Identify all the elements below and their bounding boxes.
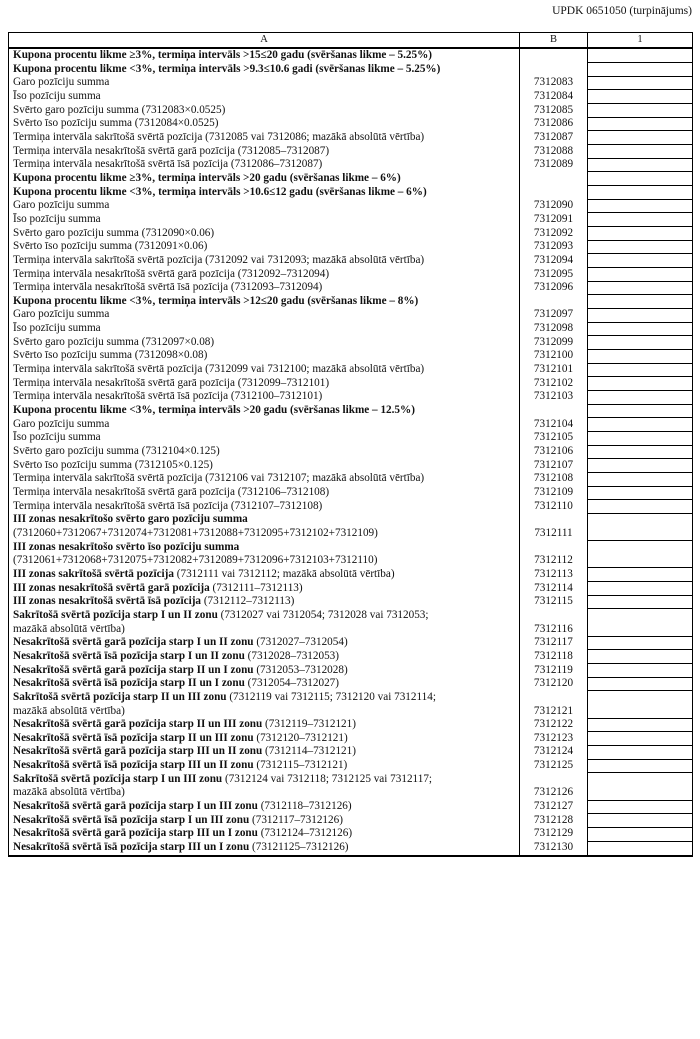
row-description xyxy=(9,63,520,77)
row-code: 7312130 xyxy=(520,841,588,856)
row-value-cell[interactable] xyxy=(588,568,693,582)
row-label: Svērto garo pozīciju summa (7312083×0.0525) xyxy=(13,103,226,116)
table-row xyxy=(9,404,693,418)
row-code: 7312110 xyxy=(520,500,588,514)
row-formula: (7312028–7312053) xyxy=(244,649,339,662)
row-description xyxy=(9,582,520,596)
table-row xyxy=(9,609,693,636)
row-formula: (7312060+7312067+7312074+7312081+7312088+7312095+7312102+7312109) xyxy=(13,526,378,539)
row-code: 7312105 xyxy=(520,431,588,445)
row-description xyxy=(9,759,520,773)
row-description xyxy=(9,308,520,322)
row-description xyxy=(9,472,520,486)
row-code: 7312129 xyxy=(520,827,588,841)
row-code: 7312101 xyxy=(520,363,588,377)
row-code: 7312107 xyxy=(520,459,588,473)
row-label: Termiņa intervāla sakrītošā svērtā pozīcija (7312099 vai 7312100; mazākā absolūtā vērtība) xyxy=(13,363,425,376)
row-label: Termiņa intervāla nesakrītošā svērtā īsā pozīcija (7312107–7312108) xyxy=(13,499,323,512)
table-row xyxy=(9,281,693,295)
table-row xyxy=(9,445,693,459)
row-label: Termiņa intervāla sakrītošā svērtā pozīcija (7312092 vai 7312093; mazākā absolūtā vērtība) xyxy=(13,253,425,266)
table-row xyxy=(9,650,693,664)
row-code: 7312086 xyxy=(520,117,588,131)
row-description xyxy=(9,431,520,445)
row-code: 7312094 xyxy=(520,254,588,268)
row-value-cell[interactable] xyxy=(588,199,693,213)
row-label: Svērto garo pozīciju summa (7312090×0.06) xyxy=(13,226,215,239)
row-label: Svērto īso pozīciju summa (7312091×0.06) xyxy=(13,240,208,253)
row-code: 7312122 xyxy=(520,718,588,732)
table-row xyxy=(9,117,693,131)
row-description xyxy=(9,172,520,186)
row-description xyxy=(9,691,520,718)
row-value-cell[interactable] xyxy=(588,486,693,500)
row-value-cell[interactable] xyxy=(588,472,693,486)
table-row xyxy=(9,172,693,186)
table-row xyxy=(9,104,693,118)
row-value-cell[interactable] xyxy=(588,295,693,309)
row-value-cell[interactable] xyxy=(588,691,693,718)
table-row xyxy=(9,131,693,145)
row-label: Nesakrītošā svērtā īsā pozīcija starp III un I zonu xyxy=(13,841,250,854)
row-label: Nesakrītošā svērtā īsā pozīcija starp I un III zonu xyxy=(13,813,250,826)
row-label: III zonas nesakrītošā svērtā īsā pozīcija xyxy=(13,595,202,608)
row-description xyxy=(9,664,520,678)
row-formula: (7312111 vai 7312112; mazākā absolūtā vērtība) xyxy=(173,567,395,580)
row-value-cell[interactable] xyxy=(588,404,693,418)
row-label: Nesakrītošā svērtā īsā pozīcija starp II un III zonu xyxy=(13,731,254,744)
row-label: Īso pozīciju summa xyxy=(13,322,101,335)
row-code xyxy=(520,48,588,63)
row-description xyxy=(9,390,520,404)
table-row xyxy=(9,677,693,691)
row-code: 7312116 xyxy=(520,609,588,636)
row-label: Termiņa intervāla nesakrītošā svērtā garā pozīcija (7312106–7312108) xyxy=(13,486,330,498)
table-row xyxy=(9,76,693,90)
row-label: Svērto garo pozīciju summa (7312097×0.08) xyxy=(13,335,215,348)
table-header xyxy=(9,33,693,49)
table-row xyxy=(9,349,693,363)
table-row xyxy=(9,595,693,609)
row-code: 7312090 xyxy=(520,199,588,213)
table-row xyxy=(9,568,693,582)
row-code xyxy=(520,186,588,200)
row-formula: (7312112–7312113) xyxy=(201,595,295,608)
table-row xyxy=(9,691,693,718)
row-label: Sakrītošā svērtā pozīcija starp I un II zonu xyxy=(13,608,218,621)
row-label: Termiņa intervāla nesakrītošā svērtā īsā pozīcija (7312086–7312087) xyxy=(13,158,323,171)
row-label: Īso pozīciju summa xyxy=(13,89,101,102)
row-code: 7312111 xyxy=(520,513,588,540)
row-value-cell[interactable] xyxy=(588,664,693,678)
row-label: Garo pozīciju summa xyxy=(13,76,110,89)
row-value-cell[interactable] xyxy=(588,308,693,322)
row-value-cell[interactable] xyxy=(588,90,693,104)
row-value-cell[interactable] xyxy=(588,513,693,540)
row-formula: (7312054–7312027) xyxy=(244,677,339,690)
row-value-cell[interactable] xyxy=(588,841,693,856)
row-description xyxy=(9,459,520,473)
table-row xyxy=(9,322,693,336)
table-row xyxy=(9,431,693,445)
table-row xyxy=(9,336,693,350)
row-label: Garo pozīciju summa xyxy=(13,199,110,212)
row-value-cell[interactable] xyxy=(588,172,693,186)
row-label: Termiņa intervāla nesakrītošā svērtā garā pozīcija (7312085–7312087) xyxy=(13,144,330,157)
row-code: 7312113 xyxy=(520,568,588,582)
table-row xyxy=(9,377,693,391)
row-code xyxy=(520,63,588,77)
row-description xyxy=(9,281,520,295)
row-description xyxy=(9,718,520,732)
row-value-cell[interactable] xyxy=(588,677,693,691)
row-label: Termiņa intervāla nesakrītošā svērtā garā pozīcija (7312099–7312101) xyxy=(13,376,330,389)
table-row xyxy=(9,145,693,159)
row-formula: (7312053–7312028) xyxy=(253,663,348,676)
row-label: Nesakrītošā svērtā garā pozīcija starp I un II zonu xyxy=(13,636,254,649)
row-value-cell[interactable] xyxy=(588,609,693,636)
table-row xyxy=(9,295,693,309)
row-value-cell[interactable] xyxy=(588,281,693,295)
row-value-cell[interactable] xyxy=(588,390,693,404)
row-label: Sakrītošā svērtā pozīcija starp II un III zonu xyxy=(13,690,227,703)
row-value-cell[interactable] xyxy=(588,431,693,445)
row-code: 7312128 xyxy=(520,814,588,828)
row-value-cell[interactable] xyxy=(588,227,693,241)
table-row xyxy=(9,759,693,773)
row-label: Nesakrītošā svērtā garā pozīcija starp I un III zonu xyxy=(13,800,258,813)
row-code: 7312115 xyxy=(520,595,588,609)
table-row xyxy=(9,240,693,254)
row-value-cell[interactable] xyxy=(588,541,693,568)
row-value-cell[interactable] xyxy=(588,131,693,145)
row-code: 7312109 xyxy=(520,486,588,500)
table-row xyxy=(9,363,693,377)
table-row xyxy=(9,48,693,63)
row-description xyxy=(9,500,520,514)
table-row xyxy=(9,827,693,841)
row-formula: (73121125–7312126) xyxy=(249,841,349,854)
row-description xyxy=(9,104,520,118)
row-description xyxy=(9,363,520,377)
row-code: 7312112 xyxy=(520,541,588,568)
row-value-cell[interactable] xyxy=(588,158,693,172)
row-description xyxy=(9,186,520,200)
row-label: Nesakrītošā svērtā garā pozīcija starp III un I zonu xyxy=(13,827,258,840)
row-description xyxy=(9,745,520,759)
row-label: Garo pozīciju summa xyxy=(13,308,110,321)
row-description xyxy=(9,445,520,459)
row-code: 7312103 xyxy=(520,390,588,404)
row-value-cell[interactable] xyxy=(588,48,693,63)
row-description xyxy=(9,213,520,227)
row-value-cell[interactable] xyxy=(588,827,693,841)
row-value-cell[interactable] xyxy=(588,363,693,377)
row-description xyxy=(9,322,520,336)
table-row xyxy=(9,800,693,814)
row-formula: (7312117–7312126) xyxy=(249,813,343,826)
row-description xyxy=(9,418,520,432)
table-row xyxy=(9,254,693,268)
column-header-b: B xyxy=(520,33,588,49)
row-label: Kupona procentu likme <3%, termiņa intervāls >9.3≤10.6 gadi (svēršanas likme – 5.25%) xyxy=(13,62,441,75)
row-label: Termiņa intervāla nesakrītošā svērtā īsā pozīcija (7312093–7312094) xyxy=(13,281,323,294)
row-code: 7312117 xyxy=(520,636,588,650)
table-row xyxy=(9,513,693,540)
row-label: Nesakrītošā svērtā garā pozīcija starp II un III zonu xyxy=(13,718,263,731)
row-value-cell[interactable] xyxy=(588,322,693,336)
row-value-cell[interactable] xyxy=(588,650,693,664)
row-code: 7312126 xyxy=(520,773,588,800)
row-formula: (7312027 vai 7312054; 7312028 vai 7312053; xyxy=(217,608,429,621)
row-label: III zonas sakrītošā svērtā pozīcija xyxy=(13,567,174,580)
row-code: 7312096 xyxy=(520,281,588,295)
row-description xyxy=(9,773,520,800)
table-row xyxy=(9,186,693,200)
row-description xyxy=(9,568,520,582)
column-header-1: 1 xyxy=(588,33,693,49)
table-row xyxy=(9,227,693,241)
row-label: Termiņa intervāla sakrītošā svērtā pozīcija (7312085 vai 7312086; mazākā absolūtā vērtība) xyxy=(13,130,425,143)
row-label: Nesakrītošā svērtā garā pozīcija starp III un II zonu xyxy=(13,745,263,758)
row-value-cell[interactable] xyxy=(588,773,693,800)
table-row xyxy=(9,472,693,486)
row-code: 7312123 xyxy=(520,732,588,746)
row-label: Kupona procentu likme ≥3%, termiņa intervāls >20 gadu (svēršanas likme – 6%) xyxy=(13,171,401,184)
row-code xyxy=(520,295,588,309)
row-code: 7312091 xyxy=(520,213,588,227)
column-header-a: A xyxy=(9,33,520,49)
row-value-cell[interactable] xyxy=(588,759,693,773)
table-row xyxy=(9,636,693,650)
row-code: 7312095 xyxy=(520,268,588,282)
row-value-cell[interactable] xyxy=(588,732,693,746)
row-label: Kupona procentu likme <3%, termiņa intervāls >20 gadu (svēršanas likme – 12.5%) xyxy=(13,404,415,417)
row-label: Termiņa intervāla nesakrītošā svērtā īsā pozīcija (7312100–7312101) xyxy=(13,390,323,403)
row-code: 7312114 xyxy=(520,582,588,596)
row-value-cell[interactable] xyxy=(588,104,693,118)
row-value-cell[interactable] xyxy=(588,76,693,90)
row-label: Kupona procentu likme <3%, termiņa intervāls >10.6≤12 gadu (svēršanas likme – 6%) xyxy=(13,185,427,198)
table-row xyxy=(9,841,693,856)
row-value-cell[interactable] xyxy=(588,800,693,814)
row-description xyxy=(9,131,520,145)
row-label: Svērto īso pozīciju summa (7312084×0.0525) xyxy=(13,117,219,130)
row-formula: (7312111–7312113) xyxy=(209,581,303,594)
report-table xyxy=(8,32,693,857)
row-value-cell[interactable] xyxy=(588,268,693,282)
row-label: Termiņa intervāla nesakrītošā svērtā garā pozīcija (7312092–7312094) xyxy=(13,267,330,280)
table-row xyxy=(9,732,693,746)
row-code: 7312088 xyxy=(520,145,588,159)
row-description xyxy=(9,349,520,363)
row-code: 7312098 xyxy=(520,322,588,336)
row-code xyxy=(520,404,588,418)
row-value-cell[interactable] xyxy=(588,117,693,131)
row-value-cell[interactable] xyxy=(588,186,693,200)
table-row xyxy=(9,213,693,227)
table-row xyxy=(9,745,693,759)
row-value-cell[interactable] xyxy=(588,336,693,350)
row-description xyxy=(9,827,520,841)
row-description xyxy=(9,240,520,254)
table-row xyxy=(9,486,693,500)
row-formula: (7312120–7312121) xyxy=(253,731,348,744)
row-label: III zonas nesakrītošā svērtā garā pozīcija xyxy=(13,581,210,594)
row-description xyxy=(9,404,520,418)
table-row xyxy=(9,664,693,678)
row-label: Īso pozīciju summa xyxy=(13,431,101,444)
row-code: 7312083 xyxy=(520,76,588,90)
row-code: 7312127 xyxy=(520,800,588,814)
row-code: 7312118 xyxy=(520,650,588,664)
row-description xyxy=(9,199,520,213)
row-description xyxy=(9,76,520,90)
row-value-cell[interactable] xyxy=(588,349,693,363)
row-label: Nesakrītošā svērtā īsā pozīcija starp II un I zonu xyxy=(13,677,245,690)
row-label: Īso pozīciju summa xyxy=(13,212,101,225)
row-value-cell[interactable] xyxy=(588,582,693,596)
row-label: Nesakrītošā svērtā garā pozīcija starp II un I zonu xyxy=(13,663,254,676)
row-code: 7312093 xyxy=(520,240,588,254)
row-code: 7312085 xyxy=(520,104,588,118)
row-description xyxy=(9,336,520,350)
row-description xyxy=(9,227,520,241)
row-value-cell[interactable] xyxy=(588,213,693,227)
row-label: Kupona procentu likme <3%, termiņa intervāls >12≤20 gadu (svēršanas likme – 8%) xyxy=(13,294,419,307)
row-formula-cont: mazākā absolūtā vērtība) xyxy=(13,786,125,799)
row-label: Kupona procentu likme ≥3%, termiņa intervāls >15≤20 gadu (svēršanas likme – 5.25%) xyxy=(13,49,433,61)
row-value-cell[interactable] xyxy=(588,240,693,254)
row-value-cell[interactable] xyxy=(588,445,693,459)
row-code: 7312102 xyxy=(520,377,588,391)
row-description xyxy=(9,841,520,856)
row-value-cell[interactable] xyxy=(588,145,693,159)
row-label: Svērto garo pozīciju summa (7312104×0.125) xyxy=(13,445,220,458)
row-value-cell[interactable] xyxy=(588,636,693,650)
row-code: 7312097 xyxy=(520,308,588,322)
row-code: 7312087 xyxy=(520,131,588,145)
row-description xyxy=(9,158,520,172)
row-formula: (7312115–7312121) xyxy=(253,759,348,772)
row-code xyxy=(520,172,588,186)
row-description xyxy=(9,636,520,650)
row-value-cell[interactable] xyxy=(588,814,693,828)
row-value-cell[interactable] xyxy=(588,459,693,473)
row-code: 7312120 xyxy=(520,677,588,691)
row-formula: (7312061+7312068+7312075+7312082+7312089+7312096+7312103+7312110) xyxy=(13,554,378,567)
row-description xyxy=(9,541,520,568)
row-formula: (7312114–7312121) xyxy=(262,745,356,758)
table-row xyxy=(9,158,693,172)
row-code: 7312125 xyxy=(520,759,588,773)
row-value-cell[interactable] xyxy=(588,500,693,514)
table-row xyxy=(9,773,693,800)
document-code: UPDK 0651050 (turpinājums) xyxy=(552,5,692,17)
row-formula: (7312118–7312126) xyxy=(257,800,352,813)
row-code: 7312124 xyxy=(520,745,588,759)
row-value-cell[interactable] xyxy=(588,745,693,759)
row-code: 7312108 xyxy=(520,472,588,486)
row-description xyxy=(9,609,520,636)
row-label: Nesakrītošā svērtā īsā pozīcija starp I un II zonu xyxy=(13,649,245,662)
row-code: 7312089 xyxy=(520,158,588,172)
table-row xyxy=(9,90,693,104)
row-formula: (7312027–7312054) xyxy=(253,636,348,649)
row-description xyxy=(9,254,520,268)
table-row xyxy=(9,268,693,282)
row-description xyxy=(9,814,520,828)
row-description xyxy=(9,595,520,609)
row-code: 7312106 xyxy=(520,445,588,459)
table-row xyxy=(9,718,693,732)
row-code: 7312119 xyxy=(520,664,588,678)
row-description xyxy=(9,117,520,131)
table-row xyxy=(9,582,693,596)
row-value-cell[interactable] xyxy=(588,718,693,732)
row-formula: (7312124 vai 7312118; 7312125 vai 7312117; xyxy=(222,772,433,785)
row-label: Svērto īso pozīciju summa (7312105×0.125) xyxy=(13,458,213,471)
row-formula-cont: mazākā absolūtā vērtība) xyxy=(13,622,125,635)
row-description xyxy=(9,145,520,159)
row-value-cell[interactable] xyxy=(588,418,693,432)
row-label: III zonas nesakrītošo svērto garo pozīciju summa xyxy=(13,513,248,526)
row-description xyxy=(9,486,520,500)
row-code: 7312092 xyxy=(520,227,588,241)
row-value-cell[interactable] xyxy=(588,254,693,268)
row-code: 7312104 xyxy=(520,418,588,432)
row-description xyxy=(9,650,520,664)
row-description xyxy=(9,377,520,391)
table-row xyxy=(9,63,693,77)
row-label: Sakrītošā svērtā pozīcija starp I un III zonu xyxy=(13,772,223,785)
table-row xyxy=(9,541,693,568)
row-value-cell[interactable] xyxy=(588,595,693,609)
table-row xyxy=(9,308,693,322)
row-formula: (7312119 vai 7312115; 7312120 vai 7312114; xyxy=(226,690,436,703)
row-description xyxy=(9,48,520,63)
table-row xyxy=(9,459,693,473)
row-formula: (7312119–7312121) xyxy=(262,718,356,731)
row-label: Termiņa intervāla sakrītošā svērtā pozīcija (7312106 vai 7312107; mazākā absolūtā vērtība) xyxy=(13,472,425,485)
row-code: 7312100 xyxy=(520,349,588,363)
row-label: Garo pozīciju summa xyxy=(13,417,110,430)
row-description xyxy=(9,800,520,814)
table-row xyxy=(9,199,693,213)
row-value-cell[interactable] xyxy=(588,377,693,391)
row-formula-cont: mazākā absolūtā vērtība) xyxy=(13,704,125,717)
table-row xyxy=(9,814,693,828)
table-row xyxy=(9,390,693,404)
row-description xyxy=(9,295,520,309)
row-description xyxy=(9,90,520,104)
table-row xyxy=(9,500,693,514)
row-value-cell[interactable] xyxy=(588,63,693,77)
row-label: Svērto īso pozīciju summa (7312098×0.08) xyxy=(13,349,208,362)
row-description xyxy=(9,677,520,691)
row-formula: (7312124–7312126) xyxy=(257,827,353,840)
row-code: 7312084 xyxy=(520,90,588,104)
row-code: 7312121 xyxy=(520,691,588,718)
row-label: Nesakrītošā svērtā īsā pozīcija starp III un II zonu xyxy=(13,759,254,772)
row-label: III zonas nesakrītošo svērto īso pozīciju summa xyxy=(13,540,240,553)
row-description xyxy=(9,268,520,282)
row-description xyxy=(9,513,520,540)
row-description xyxy=(9,732,520,746)
row-code: 7312099 xyxy=(520,336,588,350)
table-row xyxy=(9,418,693,432)
